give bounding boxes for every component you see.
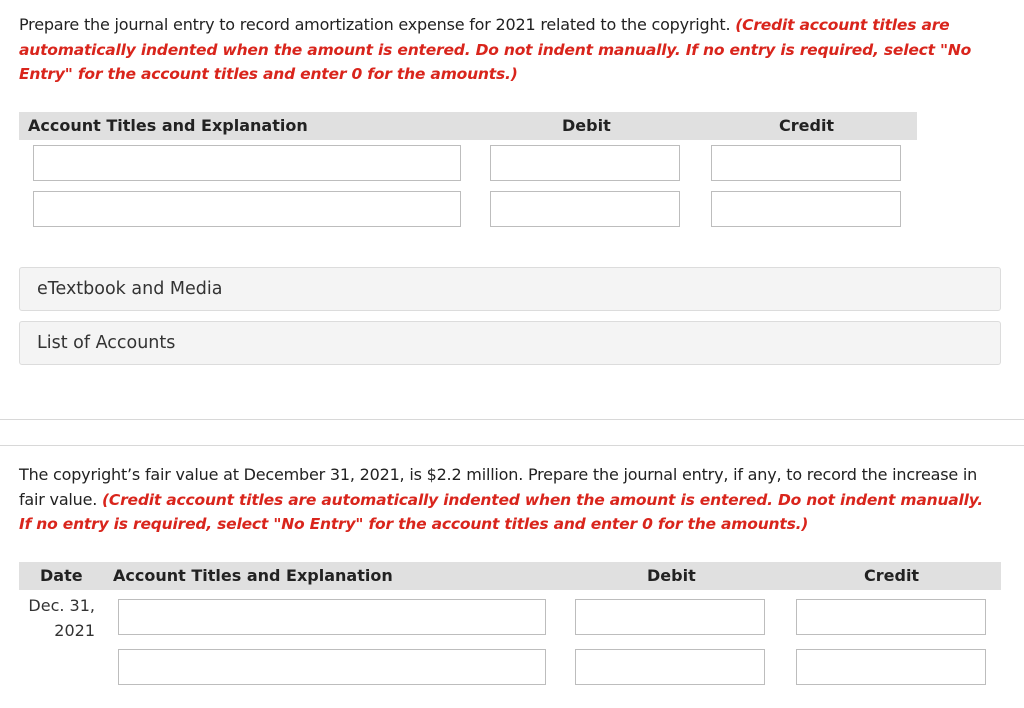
list-of-accounts-link[interactable]: List of Accounts (19, 321, 1001, 365)
header-credit: Credit (779, 116, 835, 135)
header-date: Date (40, 566, 83, 585)
question-2-prompt: The copyright’s fair value at December 31, 2021, is $2.2 million. Prepare the journal entry, if any, to record the increase in fair value. (19, 465, 978, 509)
etextbook-media-link[interactable]: eTextbook and Media (19, 267, 1001, 311)
t1-row1-account-input[interactable] (33, 145, 461, 181)
t1-row1-debit-input[interactable] (490, 145, 680, 181)
t2-row2-credit-input[interactable] (796, 649, 986, 685)
journal-table-2-header (19, 562, 1001, 590)
question-2-instruction: (Credit account titles are automatically indented when the amount is entered. Do not indent manually. If no entry is required, select "No Entry" for the account titles and enter 0 for the amounts.) (19, 490, 983, 533)
t2-row1-account-input[interactable] (118, 599, 546, 635)
t2-row2-debit-input[interactable] (575, 649, 765, 685)
header-account-titles: Account Titles and Explanation (28, 116, 308, 135)
t2-row1-debit-input[interactable] (575, 599, 765, 635)
t2-row2-account-input[interactable] (118, 649, 546, 685)
question-1-text (19, 13, 986, 87)
header-debit: Debit (562, 116, 611, 135)
t1-row2-account-input[interactable] (33, 191, 461, 227)
question-1-instruction: (Credit account titles are automatically indented when the amount is entered. Do not indent manually. If no entry is required, select "No Entry" for the account titles and enter 0 for the amounts.) (19, 16, 972, 83)
divider-top (0, 419, 1024, 420)
t1-row2-debit-input[interactable] (490, 191, 680, 227)
question-1-prompt: Prepare the journal entry to record amortization expense for 2021 related to the copyright. (19, 15, 731, 34)
t1-row1-credit-input[interactable] (711, 145, 901, 181)
header-credit-2: Credit (864, 566, 920, 585)
date-line-2: 2021 (54, 621, 95, 640)
journal-table-1-header (19, 112, 917, 140)
divider-bottom (0, 445, 1024, 446)
date-line-1: Dec. 31, (28, 596, 95, 615)
t2-row1-credit-input[interactable] (796, 599, 986, 635)
header-debit-2: Debit (647, 566, 696, 585)
question-2-text (19, 463, 986, 537)
t1-row2-credit-input[interactable] (711, 191, 901, 227)
header-account-titles-2: Account Titles and Explanation (113, 566, 393, 585)
